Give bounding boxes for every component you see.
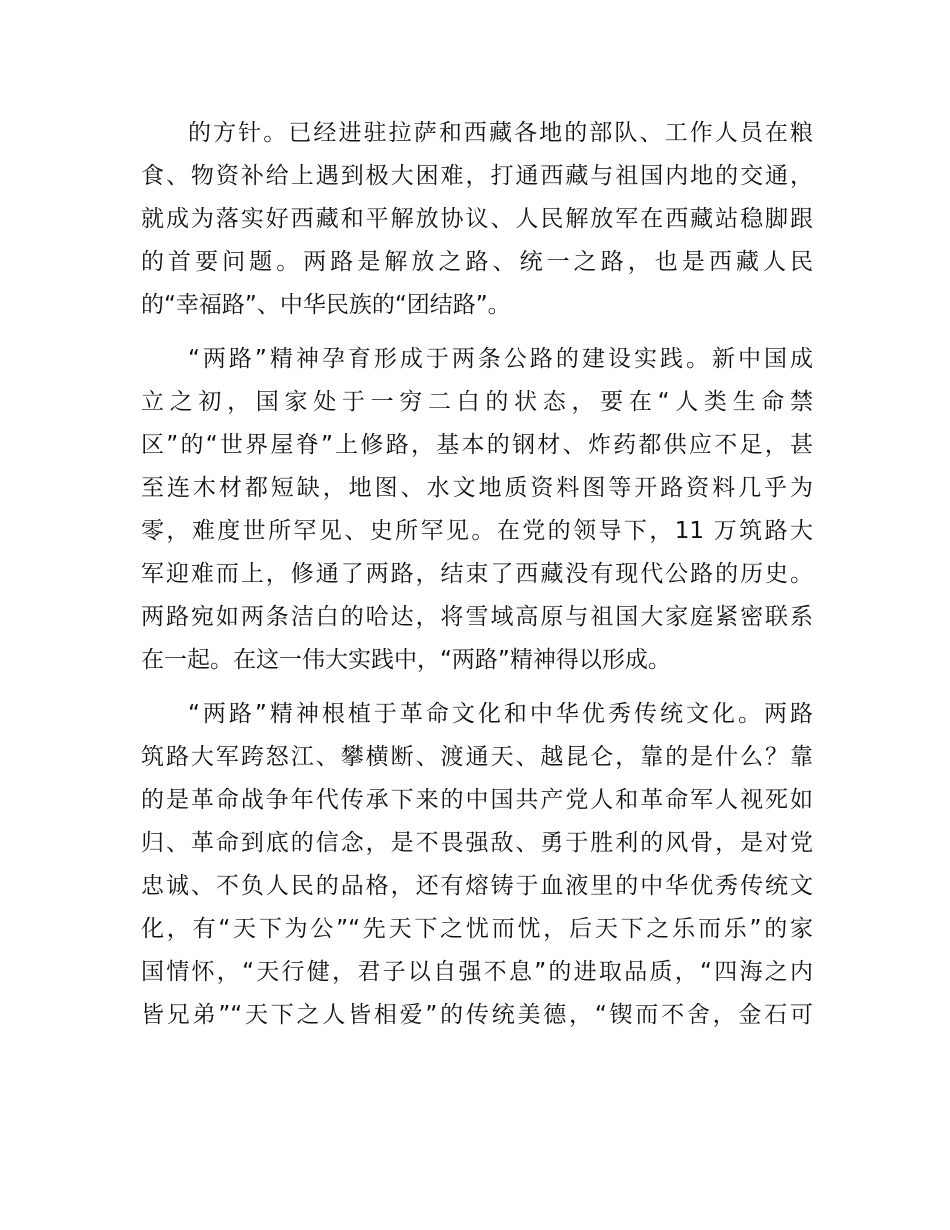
text-line: 化，有“天下为公”“先天下之忧而忧，后天下之乐而乐”的家 [141, 916, 813, 942]
paragraph [141, 112, 813, 327]
text-line: 的首要问题。两路是解放之路、统一之路，也是西藏人民 [141, 249, 813, 275]
text-line: “两路”精神根植于革命文化和中华优秀传统文化。两路 [188, 701, 813, 727]
text-line: 就成为落实好西藏和平解放协议、人民解放军在西藏站稳脚跟 [141, 206, 813, 232]
paragraph [141, 693, 813, 1037]
text-line: 在一起。在这一伟大实践中，“两路”精神得以形成。 [141, 647, 671, 673]
text-line: 筑路大军跨怒江、攀横断、渡通天、越昆仑，靠的是什么？靠 [141, 744, 813, 770]
text-line: 立之初，国家处于一穷二白的状态，要在“人类生命禁 [141, 389, 813, 415]
text-line: 区”的“世界屋脊”上修路，基本的钢材、炸药都供应不足，甚 [141, 432, 813, 458]
text-line: 忠诚、不负人民的品格，还有熔铸于血液里的中华优秀传统文 [141, 873, 813, 899]
text-line: 军迎难而上，修通了两路，结束了西藏没有现代公路的历史。 [141, 561, 813, 587]
text-line: 国情怀，“天行健，君子以自强不息”的进取品质，“四海之内 [141, 959, 813, 985]
text-line: 至连木材都短缺，地图、水文地质资料图等开路资料几乎为 [141, 475, 813, 501]
text-line: 的是革命战争年代传承下来的中国共产党人和革命军人视死如 [141, 787, 813, 813]
text-line: 食、物资补给上遇到极大困难，打通西藏与祖国内地的交通， [141, 163, 813, 189]
text-line: 的方针。已经进驻拉萨和西藏各地的部队、工作人员在粮 [188, 120, 813, 146]
text-line: 两路宛如两条洁白的哈达，将雪域高原与祖国大家庭紧密联系 [141, 604, 813, 630]
text-line: “两路”精神孕育形成于两条公路的建设实践。新中国成 [188, 346, 813, 372]
paragraph [141, 338, 813, 682]
text-line: 的“幸福路”、中华民族的“团结路”。 [141, 292, 511, 318]
text-line: 零，难度世所罕见、史所罕见。在党的领导下，11 万筑路大 [141, 518, 813, 544]
text-line: 归、革命到底的信念，是不畏强敌、勇于胜利的风骨，是对党 [141, 830, 813, 856]
text-line: 皆兄弟”“天下之人皆相爱”的传统美德，“锲而不舍，金石可 [141, 1002, 813, 1028]
document-body [141, 112, 813, 1037]
